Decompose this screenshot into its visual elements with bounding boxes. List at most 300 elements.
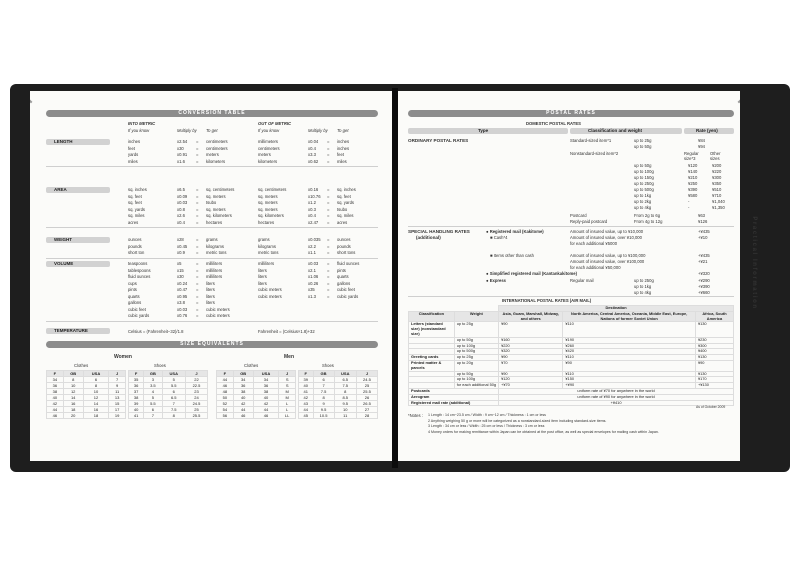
size-cell: 48 xyxy=(217,389,234,395)
category-divider xyxy=(46,258,378,259)
intl-rates-table xyxy=(408,305,734,406)
out-cell: kilometers xyxy=(258,158,278,164)
intl-row xyxy=(409,360,734,371)
size-cell: 44 xyxy=(253,407,279,413)
intl-cell: ¥110 xyxy=(563,371,696,377)
out-cell: x2.2 xyxy=(308,243,316,249)
postcard-rate: ¥63 xyxy=(698,213,705,218)
size-cell: 39 xyxy=(129,401,144,407)
size-cell: 26.5 xyxy=(356,401,377,407)
temperature-out: Fahrenheit = (Celsius×1.8)+32 xyxy=(258,329,315,334)
size-cell: 36 xyxy=(47,383,64,389)
size-cell: S xyxy=(279,383,296,389)
intl-cell: +¥70 xyxy=(499,383,563,389)
intl-cell: up to 25g xyxy=(454,322,498,337)
out-cell: tsubo xyxy=(337,206,348,212)
out-cell: = xyxy=(327,219,330,225)
into-cell: meters xyxy=(206,152,219,157)
page-corner-top-right xyxy=(728,91,740,103)
size-cell: 16 xyxy=(83,407,109,413)
size-cell: 6 xyxy=(83,377,109,383)
into-cell: x0.47 xyxy=(177,287,188,292)
size-cell: 20 xyxy=(63,413,83,419)
size-cell: 52 xyxy=(217,401,234,407)
out-cell: miles xyxy=(337,158,347,164)
intl-cell: ¥160 xyxy=(499,337,563,343)
ordinary-title: ORDINARY POSTAL RATES xyxy=(408,138,469,143)
size-cell: 14 xyxy=(63,395,83,401)
size-cell: 5 xyxy=(162,377,185,383)
out-cell: sq. kilometers xyxy=(258,213,284,218)
into-cell: centimeters xyxy=(206,145,228,151)
special-subtitle: (additional) xyxy=(416,235,441,240)
category-divider xyxy=(46,227,378,228)
out-cell: x0.04 xyxy=(308,139,319,144)
size-cell: 7.5 xyxy=(334,383,356,389)
into-cell: x0.91 xyxy=(177,152,188,157)
right-page xyxy=(398,91,740,461)
men-clothes-table xyxy=(216,370,296,419)
size-cell: 42 xyxy=(299,395,314,401)
intl-cell: ¥320 xyxy=(499,349,563,355)
intl-cell: ¥130 xyxy=(695,371,733,377)
into-cell: x6.5 xyxy=(177,187,185,192)
out-cell: liters xyxy=(258,280,267,286)
side-tab xyxy=(744,190,757,340)
size-row xyxy=(47,413,126,419)
as-of-date: As of October 2009 xyxy=(696,405,726,409)
out-cell: acres xyxy=(337,219,348,225)
items-other-label: ■ Items other than cash xyxy=(490,253,534,258)
women-clothes-label: Clothes xyxy=(74,363,89,368)
into-cell: sq. yards xyxy=(128,206,145,212)
into-cell: x15 xyxy=(177,267,184,273)
out-cell: feet xyxy=(337,152,344,157)
out-cell: sq. centimeters xyxy=(258,187,287,192)
size-cell: 3.5 xyxy=(144,383,162,389)
size-cell: 19 xyxy=(109,413,126,419)
women-clothes-table xyxy=(46,370,126,419)
intl-cell: ¥130 xyxy=(695,355,733,361)
size-cell: 8 xyxy=(313,395,334,401)
out-cell: = xyxy=(327,206,330,212)
out-cell: x0.4 xyxy=(308,145,316,151)
size-cell: 25 xyxy=(185,407,207,413)
size-cell: 46 xyxy=(217,383,234,389)
into-cell: cups xyxy=(128,280,137,286)
side-tab-label: Practical Information xyxy=(751,216,757,310)
express-weight: up to 4kg xyxy=(634,290,652,295)
into-cell: feet xyxy=(128,145,135,151)
into-cell: sq. meters xyxy=(206,193,226,199)
out-cell: cubic meters xyxy=(258,293,282,299)
temperature-into: Celsius = (Fahrenheit−32)/1.8 xyxy=(128,329,184,334)
size-cell: 46 xyxy=(253,413,279,419)
intl-cell: ¥90 xyxy=(499,355,563,361)
nonstandard-weight: up to 4kg xyxy=(634,205,652,210)
intl-cell: up to 25g xyxy=(454,355,498,361)
express-weight: up to 1kg xyxy=(634,284,652,289)
size-cell: 39 xyxy=(299,377,314,383)
intl-cell: ¥110 xyxy=(563,322,696,337)
out-cell: ounces xyxy=(337,237,351,242)
out-cell: = xyxy=(327,145,330,151)
size-cell: 10 xyxy=(334,407,356,413)
intl-cell: ¥70 xyxy=(499,360,563,371)
into-cell: milliliters xyxy=(206,261,223,266)
out-cell: grams xyxy=(258,237,270,242)
intl-cell: Greeting cards xyxy=(409,355,455,361)
into-cell: cubic feet xyxy=(128,306,146,312)
size-cell: 50 xyxy=(217,395,234,401)
size-cell: 34 xyxy=(253,377,279,383)
special-condition: Amount of insured value, up to ¥10,000 xyxy=(570,229,644,234)
size-cell: 41 xyxy=(299,389,314,395)
into-cell: = xyxy=(196,145,199,151)
size-cell: 26 xyxy=(356,395,377,401)
out-cell: = xyxy=(327,158,330,164)
size-header: USA xyxy=(253,371,279,377)
col-classification-header: Classification and weight xyxy=(570,128,682,134)
intl-cell: ¥420 xyxy=(563,349,696,355)
into-cell: = xyxy=(196,219,199,225)
express-rate: +¥390 xyxy=(698,284,710,289)
into-cell: = xyxy=(196,193,199,199)
into-cell: yards xyxy=(128,152,139,157)
out-col-know: If you know xyxy=(258,128,280,133)
into-cell: = xyxy=(196,287,199,292)
special-rate: +¥435 xyxy=(698,253,710,258)
size-cell: 7.5 xyxy=(313,389,334,395)
size-cell: 8 xyxy=(83,383,109,389)
size-cell: 36 xyxy=(233,383,253,389)
into-cell: x1.6 xyxy=(177,158,185,164)
nonstandard-regular-rate: - xyxy=(688,205,690,210)
intl-cell: ¥230 xyxy=(695,337,733,343)
nonstandard-regular-rate: ¥210 xyxy=(688,175,698,180)
size-cell: 9.5 xyxy=(334,401,356,407)
out-cell: x2.1 xyxy=(308,267,316,273)
out-cell: = xyxy=(327,152,330,157)
intl-cell: +¥130 xyxy=(695,383,733,389)
size-cell: 7 xyxy=(144,413,162,419)
size-cell: 42 xyxy=(233,401,253,407)
nonstandard-regular-rate: ¥580 xyxy=(688,193,698,198)
size-cell: 8.5 xyxy=(334,395,356,401)
domestic-title: DOMESTIC POSTAL RATES xyxy=(526,121,581,126)
intl-uniform-label: Aerogram xyxy=(409,394,499,400)
intl-cell: ¥170 xyxy=(695,377,733,383)
nonstandard-other-rate: ¥350 xyxy=(712,181,722,186)
size-header: J xyxy=(356,371,377,377)
into-cell: x0.9 xyxy=(177,250,185,255)
out-cell: x1.1 xyxy=(308,250,316,255)
intl-cell: ¥220 xyxy=(499,343,563,349)
size-cell: 25.5 xyxy=(185,413,207,419)
into-cell: = xyxy=(196,158,199,164)
out-col-get: To get xyxy=(337,128,349,133)
into-cell: sq. meters xyxy=(206,206,226,212)
nonstandard-other-rate: ¥1,350 xyxy=(712,205,725,210)
intl-uniform-row xyxy=(409,400,734,406)
special-rate: +¥435 xyxy=(698,229,710,234)
nonstandard-weight: up to 500g xyxy=(634,187,654,192)
cash-text: Cash*4 xyxy=(493,235,508,240)
size-header: GB xyxy=(233,371,253,377)
standard-weight: up to 25g xyxy=(634,138,652,143)
nonstandard-other-rate: ¥1,040 xyxy=(712,199,725,204)
into-cell: = xyxy=(196,200,199,205)
into-cell: sq. centimeters xyxy=(206,187,235,192)
note-line: 3 Length : 34 cm or less / Width : 25 cm or less / Thickness : 3 cm or less xyxy=(428,424,545,428)
intl-row xyxy=(409,322,734,337)
intl-cell: ¥90 xyxy=(695,360,733,371)
into-cell: ounces xyxy=(128,237,142,242)
into-cell: milliliters xyxy=(206,267,223,273)
into-cell: = xyxy=(196,267,199,273)
out-cell: x0.035 xyxy=(308,237,321,242)
size-cell: 56 xyxy=(217,413,234,419)
size-cell: 5.5 xyxy=(144,401,162,407)
size-cell: M xyxy=(279,395,296,401)
out-cell: = xyxy=(327,274,330,279)
into-cell: = xyxy=(196,293,199,299)
into-cell: miles xyxy=(128,158,138,164)
standard-rate: ¥94 xyxy=(698,144,705,149)
out-cell: = xyxy=(327,187,330,192)
intl-cell: up to 100g xyxy=(454,343,498,349)
intl-cell: ¥300 xyxy=(695,343,733,349)
into-cell: tsubo xyxy=(206,200,217,205)
into-cell: gallons xyxy=(128,300,142,305)
size-cell: 10 xyxy=(83,389,109,395)
size-cell: 38 xyxy=(47,389,64,395)
size-cell: 5 xyxy=(144,395,162,401)
nonstandard-other-rate: ¥220 xyxy=(712,169,722,174)
category-divider xyxy=(46,321,378,322)
into-cell: = xyxy=(196,187,199,192)
size-cell: 7 xyxy=(313,383,334,389)
intl-cell: ¥120 xyxy=(499,377,563,383)
into-cell: = xyxy=(196,280,199,286)
intl-cell: up to 100g xyxy=(454,377,498,383)
out-cell: pints xyxy=(337,267,346,273)
into-cell: x30 xyxy=(177,145,184,151)
nonstandard-regular-rate: ¥250 xyxy=(688,181,698,186)
out-cell: = xyxy=(327,237,330,242)
out-cell: gallons xyxy=(337,280,351,286)
into-cell: x0.03 xyxy=(177,306,188,312)
intl-cell: Letters (standard size) (nonstandard size) xyxy=(409,322,455,337)
into-cell: kilograms xyxy=(206,243,224,249)
temperature-label: TEMPERATURE xyxy=(46,328,110,334)
page-corner-top-left xyxy=(30,91,42,103)
into-cell: pints xyxy=(128,287,137,292)
out-cell: x0.26 xyxy=(308,280,319,286)
size-cell: 11 xyxy=(109,389,126,395)
size-cell: 35 xyxy=(129,377,144,383)
out-cell: quarts xyxy=(337,274,349,279)
size-cell: 44 xyxy=(217,377,234,383)
intl-cell: ¥90 xyxy=(499,322,563,337)
note-line: 4 Money orders for making remittance within Japan can be obtained at the post office, as well as special envelopes for mailing cash within Japan. xyxy=(428,429,659,434)
size-row xyxy=(217,413,296,419)
into-metric-heading: INTO METRIC xyxy=(128,121,156,126)
intl-cell: ¥150 xyxy=(563,377,696,383)
out-cell: cubic feet xyxy=(337,287,355,292)
size-cell: 40 xyxy=(299,383,314,389)
into-cell: cubic yards xyxy=(128,313,150,318)
women-heading: Women xyxy=(114,354,132,360)
size-cell: 25 xyxy=(356,383,377,389)
size-cell: 44 xyxy=(47,407,64,413)
nonstandard-regular-rate: ¥120 xyxy=(688,163,698,168)
into-cell: x2.6 xyxy=(177,213,185,218)
out-cell: x0.3 xyxy=(308,206,316,212)
size-cell: 17 xyxy=(109,407,126,413)
out-cell: cubic meters xyxy=(258,287,282,292)
into-cell: sq. kilometers xyxy=(206,213,232,218)
simplified-text: Simplified registered mail (Kantankakitome) xyxy=(489,271,577,276)
intl-uniform-label: Registered mail rate (additional) xyxy=(409,400,499,406)
into-cell: teaspoons xyxy=(128,261,148,266)
intl-cell: ¥400 xyxy=(695,349,733,355)
size-cell: 9 xyxy=(313,401,334,407)
size-cell: 6 xyxy=(144,407,162,413)
nonstandard-weight: up to 1kg xyxy=(634,193,652,198)
into-cell: sq. miles xyxy=(128,213,145,218)
standard-label: Standard-sized item*1 xyxy=(570,138,612,143)
into-cell: x0.76 xyxy=(177,313,188,318)
women-shoes-table xyxy=(128,370,208,419)
category-label: VOLUME xyxy=(46,261,110,267)
size-cell: 38 xyxy=(253,389,279,395)
size-cell: 25.5 xyxy=(356,389,377,395)
out-cell: x0.62 xyxy=(308,158,319,164)
size-cell: 10.5 xyxy=(313,413,334,419)
intl-column-header: Classification xyxy=(409,311,455,322)
into-cell: = xyxy=(196,306,199,312)
size-cell: 18 xyxy=(83,413,109,419)
intl-cell: ¥110 xyxy=(563,355,696,361)
into-cell: x2.54 xyxy=(177,139,188,144)
size-cell: 10 xyxy=(63,383,83,389)
nonstandard-regular-rate: ¥390 xyxy=(688,187,698,192)
items-other-text: Items other than cash xyxy=(493,253,534,258)
out-cell: millimeters xyxy=(258,139,279,144)
intl-column-header: North America, Central America, Oceania, Middle East, Europe, Nations of former Soviet Union xyxy=(563,311,696,322)
out-cell: = xyxy=(327,280,330,286)
out-cell: x1.2 xyxy=(308,200,316,205)
size-cell: 38 xyxy=(233,389,253,395)
into-cell: x3.8 xyxy=(177,300,185,305)
intl-uniform-value: uniform rate of ¥90 for anywhere in the world xyxy=(499,394,734,400)
out-cell: sq. meters xyxy=(258,193,278,199)
out-cell: = xyxy=(327,213,330,218)
nonstandard-weight: up to 250g xyxy=(634,181,654,186)
men-shoes-table xyxy=(298,370,378,419)
left-page xyxy=(30,91,392,461)
out-cell: liters xyxy=(258,274,267,279)
express-text: Express xyxy=(489,278,506,283)
into-cell: hectares xyxy=(206,219,223,225)
simplified-label: ● Simplified registered mail (Kantankakitome) xyxy=(486,271,577,276)
size-cell: 28 xyxy=(356,413,377,419)
men-heading: Men xyxy=(284,354,294,360)
size-cell: 12 xyxy=(63,389,83,395)
into-cell: fluid ounces xyxy=(128,274,151,279)
size-header: F xyxy=(129,371,144,377)
out-cell: hectares xyxy=(258,219,275,225)
postal-title: POSTAL RATES xyxy=(408,110,734,117)
size-cell: 46 xyxy=(233,413,253,419)
into-cell: = xyxy=(196,213,199,218)
simplified-rate: +¥320 xyxy=(698,271,710,276)
postcard-rate: ¥126 xyxy=(698,219,708,224)
size-cell: L xyxy=(279,407,296,413)
nonstandard-other-rate: ¥300 xyxy=(712,175,722,180)
size-cell: 36 xyxy=(129,383,144,389)
category-label: WEIGHT xyxy=(46,237,110,243)
size-cell: 42 xyxy=(253,401,279,407)
out-cell: kilograms xyxy=(258,243,276,249)
out-col-multiply: Multiply by xyxy=(308,128,328,133)
express-rate: +¥660 xyxy=(698,290,710,295)
special-condition: Amount of insured value, up to ¥100,000 xyxy=(570,253,646,258)
into-cell: = xyxy=(196,139,199,144)
note-line: 2 Anything weighing 50 g or more will be categorized as a nonstandard-sized item including standard-size items. xyxy=(428,418,607,423)
into-cell: x0.4 xyxy=(177,219,185,225)
size-cell: 40 xyxy=(233,395,253,401)
size-cell: 38 xyxy=(129,395,144,401)
into-cell: liters xyxy=(206,300,215,305)
into-cell: x0.03 xyxy=(177,200,188,205)
postcard-weight: From 4g to 12g xyxy=(634,219,663,224)
out-cell: x2.47 xyxy=(308,219,319,225)
size-cell: 9.5 xyxy=(313,407,334,413)
size-cell: 8 xyxy=(334,389,356,395)
size-cell: 22.5 xyxy=(185,383,207,389)
size-cell: 8 xyxy=(63,377,83,383)
nonstandard-other-rate: ¥510 xyxy=(712,187,722,192)
size-cell: 7.5 xyxy=(162,407,185,413)
into-cell: x0.8 xyxy=(177,206,185,212)
intl-title: INTERNATIONAL POSTAL RATES (AIR MAIL) xyxy=(502,298,592,303)
nonstandard-regular-head: Regular size*3 xyxy=(684,151,699,162)
size-cell: 44 xyxy=(299,407,314,413)
out-cell: inches xyxy=(337,145,350,151)
into-cell: = xyxy=(196,206,199,212)
size-equivalents-title: SIZE EQUIVALENTS xyxy=(46,341,378,348)
out-cell: = xyxy=(327,293,330,299)
out-cell: x0.4 xyxy=(308,213,316,218)
registered-label: ● Registered mail (Kakitome) xyxy=(486,229,544,234)
note-line: 1 Length : 14 cm~23.5 cm / Width : 9 cm~12 cm / Thickness : 1 cm or less xyxy=(428,413,546,417)
size-row xyxy=(129,413,208,419)
size-cell: 40 xyxy=(129,407,144,413)
out-cell: cubic yards xyxy=(337,293,359,299)
into-cell: sq. inches xyxy=(128,187,147,192)
size-cell: 6 xyxy=(313,377,334,383)
size-cell: 16 xyxy=(63,401,83,407)
men-shoes-label: Shoes xyxy=(322,363,334,368)
nonstandard-label: Nonstandard-sized item*2 xyxy=(570,151,619,156)
size-cell: 22 xyxy=(185,377,207,383)
out-cell: sq. inches xyxy=(337,187,356,192)
nonstandard-other-rate: ¥200 xyxy=(712,163,722,168)
nonstandard-other-head: Other sizes xyxy=(710,151,721,162)
into-cell: kilometers xyxy=(206,158,226,164)
